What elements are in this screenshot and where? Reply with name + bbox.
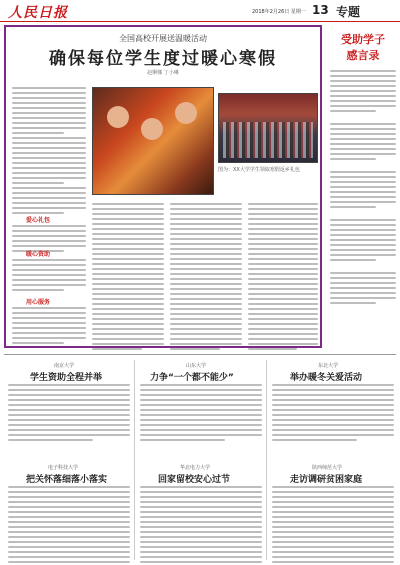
article-column-1 — [12, 87, 86, 217]
article-column-6 — [170, 203, 242, 353]
sidebar-title-line-1: 受助学子 — [341, 33, 385, 46]
photo-students-gifts — [92, 87, 214, 195]
subheading-1: 爱心礼包 — [26, 217, 51, 224]
article-title-3: 举办暖冬关爱活动 — [290, 373, 363, 383]
article-title-5: 回家留校安心过节 — [158, 475, 231, 485]
article-body-2 — [140, 384, 262, 444]
article-column-3 — [12, 259, 86, 294]
article-title-4: 把关怀落细落小落实 — [26, 475, 108, 485]
article-headline: 确保每位学生度过暖心寒假 — [49, 49, 277, 69]
section-name: 专题 — [336, 5, 361, 19]
school-name-3: 东北大学 — [318, 363, 339, 369]
school-name-5: 华北电力大学 — [180, 465, 211, 471]
school-name-4: 电子科技大学 — [48, 465, 79, 471]
article-body-3 — [272, 384, 394, 444]
article-title-6: 走访调研贫困家庭 — [290, 475, 363, 485]
subheading-3: 用心服务 — [26, 299, 51, 306]
page-number: 13 — [312, 3, 329, 17]
subheading-2: 暖心资助 — [26, 251, 51, 258]
article-body-6 — [272, 486, 394, 565]
sidebar-text — [330, 70, 396, 307]
article-column-7 — [248, 203, 318, 353]
school-name-1: 南京大学 — [54, 363, 75, 369]
photo-group — [218, 93, 318, 163]
newspaper-logo: 人民日报 — [8, 5, 68, 21]
article-body-1 — [8, 384, 130, 444]
article-byline: 赵婀娜 丁小琳 — [147, 70, 179, 76]
article-subhead: 全国高校开展送温暖活动 — [119, 34, 207, 43]
article-column-5 — [92, 203, 164, 353]
article-column-4 — [12, 307, 86, 347]
sidebar-title-line-2: 感言录 — [346, 49, 380, 62]
article-title-1: 学生资助全程并举 — [30, 373, 103, 383]
photo-caption: 图为：XX大学学生领取寒假返乡礼包 — [218, 167, 300, 173]
issue-date: 2018年2月26日 星期一 — [252, 9, 306, 15]
article-body-5 — [140, 486, 262, 565]
masthead — [0, 0, 400, 22]
article-title-2: 力争“一个都不能少” — [150, 373, 234, 383]
school-name-6: 陕西师范大学 — [312, 465, 343, 471]
feature-article — [4, 25, 322, 348]
article-body-4 — [8, 486, 130, 565]
sidebar-title — [330, 32, 396, 64]
school-name-2: 山东大学 — [186, 363, 207, 369]
